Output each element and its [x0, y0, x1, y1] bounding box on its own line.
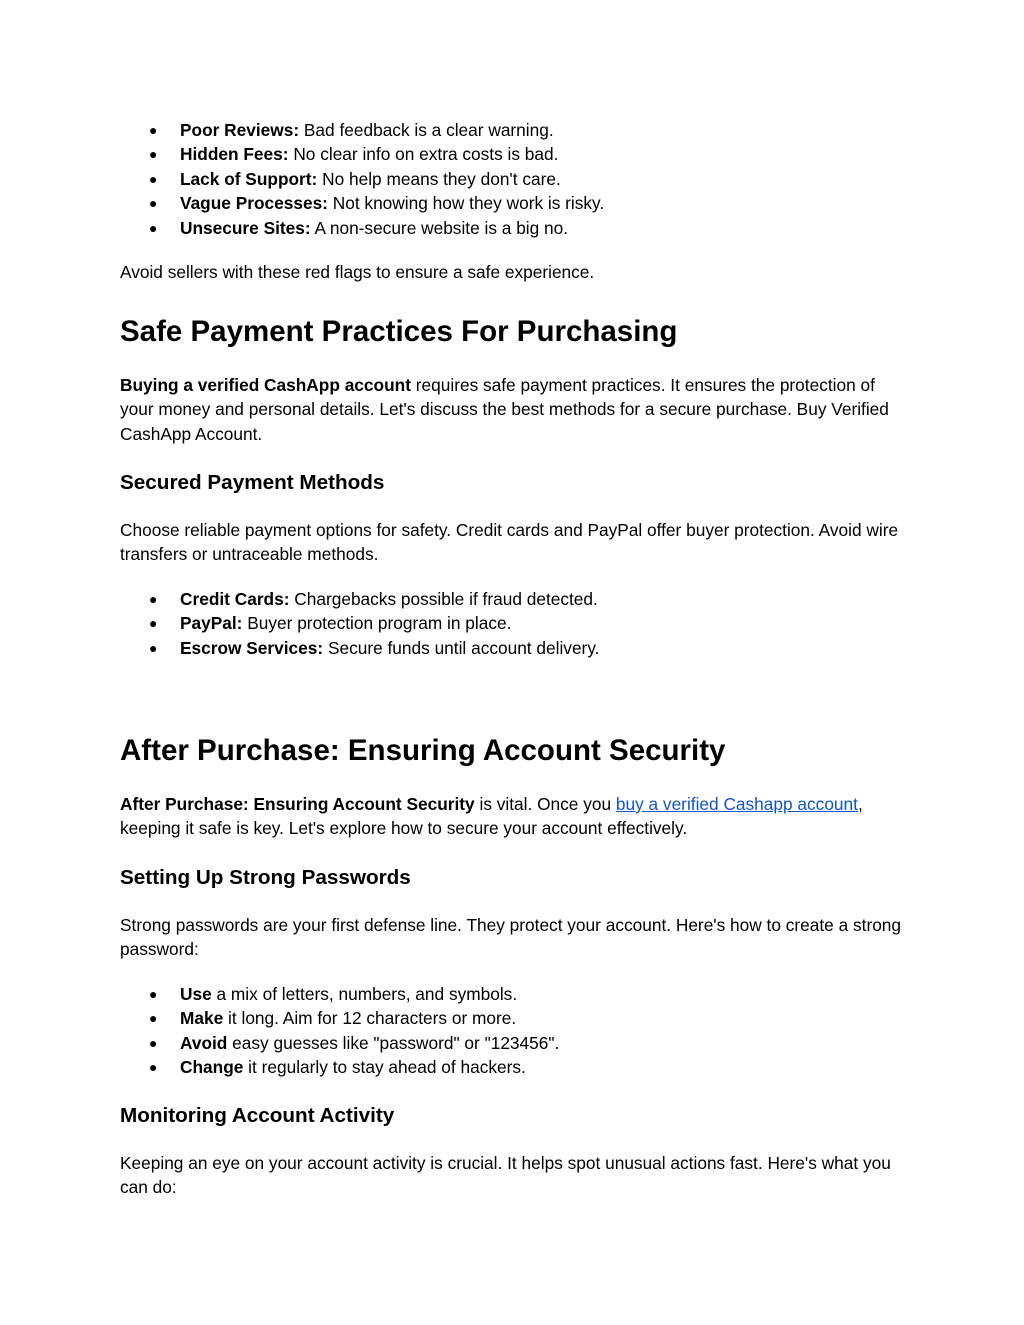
section-heading: After Purchase: Ensuring Account Security [120, 734, 726, 767]
list-item-text: it long. Aim for 12 characters or more. [223, 1008, 517, 1029]
list-item-bold: Hidden Fees: [180, 144, 289, 165]
list-item-text: easy guesses like "password" or "123456". [227, 1032, 560, 1053]
list-item [120, 142, 910, 166]
list-item-bold: Unsecure Sites: [180, 217, 311, 238]
bullet-icon: ● [149, 219, 158, 236]
bullet-icon: ● [149, 122, 158, 138]
sub-paragraph: Strong passwords are your first defense line. They protect your account. Here's how to create a strong password: [120, 915, 902, 960]
intro-text: , keeping it safe is key. Let's explore how to secure your account effectively. [120, 794, 863, 839]
bullet-icon: ● [149, 195, 158, 212]
list-item [120, 587, 910, 611]
list-item-bold: Change [180, 1057, 244, 1078]
sub-heading: Secured Payment Methods [120, 471, 385, 494]
intro-bold: Buying a verified CashApp account [120, 375, 411, 395]
list-item-bold: Poor Reviews: [180, 120, 300, 140]
sub-heading: Setting Up Strong Passwords [120, 866, 411, 889]
bullet-icon: ● [149, 146, 158, 163]
list-item-bold: Vague Processes: [180, 193, 328, 214]
bullet-icon: ● [149, 170, 158, 187]
list-item [120, 118, 910, 142]
list-item-bold: Use [180, 984, 212, 1004]
intro-bold: After Purchase: Ensuring Account Security [120, 794, 475, 814]
bullet-icon: ● [149, 591, 158, 607]
list-item [120, 1031, 910, 1055]
list-item-text: Bad feedback is a clear warning. [299, 120, 554, 140]
red-flags-summary: Avoid sellers with these red flags to ensure a safe experience. [120, 262, 595, 282]
list-item-text: A non-secure website is a big no. [310, 217, 569, 238]
password-tips-list [120, 982, 910, 1080]
section-intro [120, 792, 910, 841]
list-item-text: Secure funds until account delivery. [323, 637, 600, 658]
list-item [120, 636, 910, 660]
list-item-text: a mix of letters, numbers, and symbols. [211, 984, 518, 1004]
sub-paragraph: Choose reliable payment options for safety. Credit cards and PayPal offer buyer protection. Avoid wire transfers or untraceable methods. [120, 520, 899, 565]
bullet-icon: ● [149, 615, 158, 632]
list-item-text: Chargebacks possible if fraud detected. [289, 589, 598, 609]
bullet-icon: ● [149, 986, 158, 1002]
section-heading: Safe Payment Practices For Purchasing [120, 315, 678, 348]
list-item-bold: Avoid [180, 1032, 228, 1053]
buy-cashapp-link[interactable]: buy a verified Cashapp account [615, 794, 858, 814]
list-item-bold: Make [180, 1008, 224, 1029]
list-item [120, 1055, 910, 1079]
list-item [120, 982, 910, 1006]
list-item-text: Not knowing how they work is risky. [327, 193, 605, 214]
list-item [120, 216, 910, 240]
bullet-icon: ● [149, 1010, 158, 1027]
list-item-bold: Credit Cards: [180, 589, 290, 609]
payment-methods-list [120, 587, 910, 660]
list-item [120, 611, 910, 635]
section-intro [120, 373, 910, 446]
intro-text: requires safe payment practices. It ensures the protection of your money and personal details. Let's discuss the best methods for a secure purchase. Buy Verified CashApp Account. [120, 375, 889, 444]
list-item-text: No clear info on extra costs is bad. [288, 144, 559, 165]
list-item [120, 1006, 910, 1030]
list-item-text: No help means they don't care. [317, 168, 561, 189]
bullet-icon: ● [149, 1059, 158, 1076]
sub-heading: Monitoring Account Activity [120, 1104, 395, 1127]
bullet-icon: ● [149, 1034, 158, 1051]
list-item-bold: Escrow Services: [180, 637, 324, 658]
intro-text: is vital. Once you [474, 794, 616, 814]
red-flags-list [120, 118, 910, 240]
list-item-text: Buyer protection program in place. [242, 613, 512, 634]
sub-paragraph: Keeping an eye on your account activity is crucial. It helps spot unusual actions fast. Here's what you can do: [120, 1153, 891, 1198]
list-item-bold: Lack of Support: [180, 168, 318, 189]
list-item-bold: PayPal: [180, 613, 243, 634]
list-item [120, 191, 910, 215]
list-item-text: it regularly to stay ahead of hackers. [243, 1057, 526, 1078]
bullet-icon: ● [149, 639, 158, 656]
list-item [120, 167, 910, 191]
